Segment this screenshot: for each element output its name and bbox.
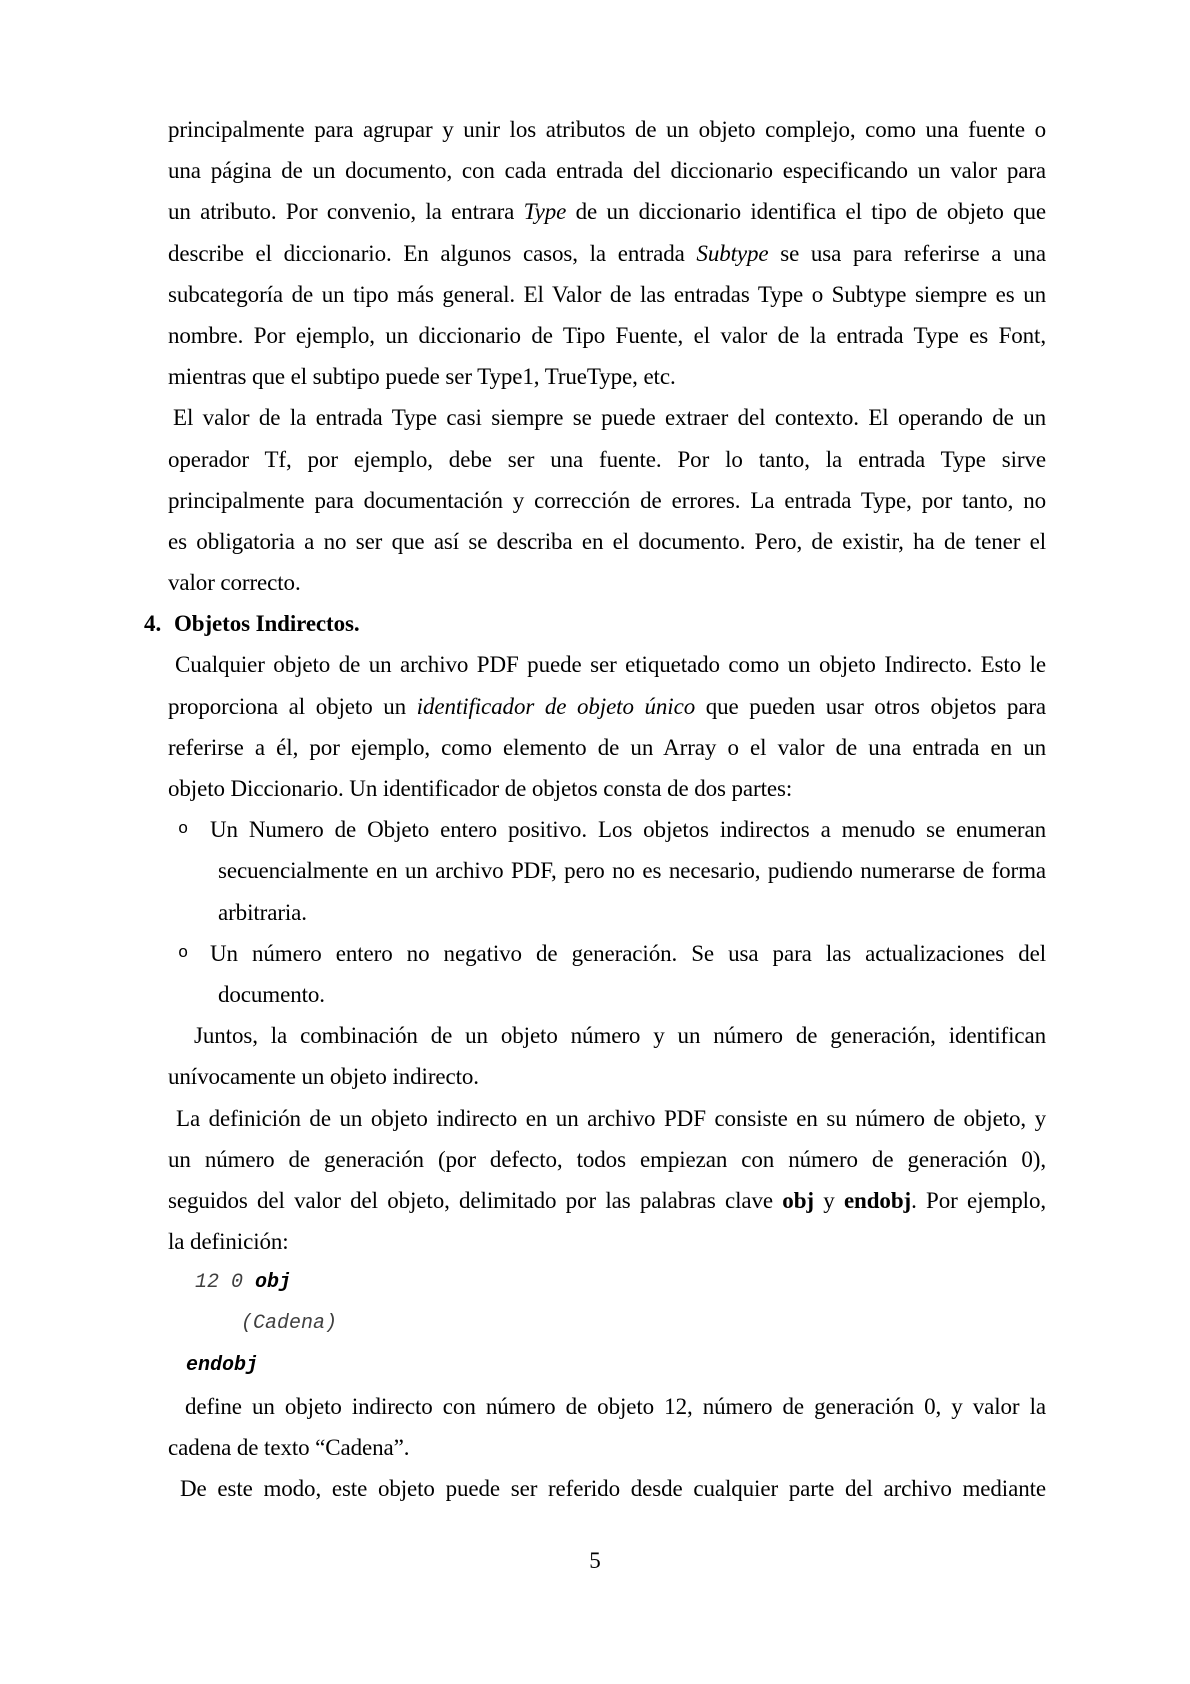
bullet-marker-icon: o — [178, 820, 189, 840]
bullet-marker-icon: o — [178, 943, 189, 963]
text-run: mientras que el subtipo puede ser Type1, TrueType, etc. — [168, 364, 676, 390]
text-run: un atributo. Por convenio, la entrara — [168, 199, 524, 225]
text-run: obj — [255, 1271, 292, 1295]
text-run: es obligatoria a no ser que así se describa en el documento. Pero, de existir, ha de tener el — [168, 528, 1046, 554]
text-line — [168, 1180, 1046, 1221]
text-line — [168, 1056, 1046, 1097]
text-line — [168, 356, 1046, 397]
text-run: seguidos del valor del objeto, delimitado por las palabras clave — [168, 1187, 783, 1213]
text-run: proporciona al objeto un — [168, 693, 417, 719]
text-line — [168, 1262, 1046, 1303]
paragraph — [168, 1386, 1046, 1468]
text-line — [168, 397, 1046, 438]
paragraph — [168, 397, 1046, 603]
text-line — [168, 892, 1046, 933]
text-line — [168, 644, 1046, 685]
paragraph — [168, 1015, 1046, 1097]
text-run: cadena de texto “Cadena”. — [168, 1435, 410, 1460]
text-run: endobj — [843, 1187, 912, 1213]
text-run: y — [813, 1187, 844, 1213]
paragraph — [168, 109, 1046, 397]
text-run: identificador de objeto único — [416, 693, 696, 719]
text-run: que pueden usar otros objetos para — [695, 693, 1046, 719]
text-run: Un número entero no negativo de generación. Se usa para las actualizaciones del — [210, 940, 1046, 966]
text-line — [168, 191, 1046, 232]
text-line — [168, 768, 1046, 809]
text-run: . Por ejemplo, — [911, 1187, 1047, 1213]
text-run: documento. — [218, 981, 325, 1007]
text-run: la definición: — [168, 1229, 289, 1255]
text-line — [168, 521, 1046, 562]
text-run: define un objeto indirecto con número de objeto 12, número de generación 0, y valor la — [185, 1393, 1046, 1419]
text-run: nombre. Por ejemplo, un diccionario de Tipo Fuente, el valor de la entrada Type es Font, — [168, 322, 1046, 348]
text-run: Objetos Indirectos. — [174, 611, 360, 637]
text-line — [168, 480, 1046, 521]
text-run: una página de un documento, con cada entrada del diccionario especificando un valor para — [168, 158, 1046, 184]
text-run: principalmente para agrupar y unir los atributos de un objeto complejo, como una fuente o — [168, 117, 1046, 142]
bullet-item — [168, 933, 1046, 1015]
page-number: 5 — [589, 1548, 601, 1573]
text-line — [168, 603, 1046, 644]
bullet-item — [168, 809, 1046, 933]
text-line — [168, 1221, 1046, 1262]
text-line — [168, 150, 1046, 191]
text-line — [168, 439, 1046, 480]
paragraph — [168, 1468, 1046, 1509]
text-run: secuencialmente en un archivo PDF, pero no es necesario, pudiendo numerarse de forma — [218, 858, 1046, 884]
text-run: se usa para referirse a una — [768, 240, 1046, 266]
text-line — [168, 233, 1046, 274]
text-run: describe el diccionario. En algunos casos, la entrada — [168, 240, 697, 266]
text-run: De este modo, este objeto puede ser referido desde cualquier parte del archivo mediante — [180, 1476, 1046, 1502]
text-line — [168, 974, 1046, 1015]
text-line — [168, 562, 1046, 603]
text-line — [168, 1468, 1046, 1509]
text-run: Juntos, la combinación de un objeto número y un número de generación, identifican — [194, 1023, 1046, 1049]
text-run: unívocamente un objeto indirecto. — [168, 1064, 479, 1090]
text-line — [168, 686, 1046, 727]
text-run: (Cadena) — [241, 1312, 338, 1336]
text-line — [168, 1139, 1046, 1180]
text-run: valor correcto. — [168, 570, 301, 596]
text-run: Un Numero de Objeto entero positivo. Los objetos indirectos a menudo se enumeran — [210, 817, 1046, 843]
text-run: Type — [523, 199, 567, 225]
text-line — [168, 109, 1046, 150]
text-run: un número de generación (por defecto, todos empiezan con número de generación 0), — [168, 1146, 1046, 1172]
text-run: de un diccionario identifica el tipo de objeto que — [566, 199, 1046, 225]
text-line — [168, 1427, 1046, 1468]
text-run: objeto Diccionario. Un identificador de objetos consta de dos partes: — [168, 776, 793, 801]
text-run: El valor de la entrada Type casi siempre se puede extraer del contexto. El operando de un — [173, 405, 1046, 431]
text-line — [168, 1386, 1046, 1427]
text-line — [168, 1098, 1046, 1139]
text-run: La definición de un objeto indirecto en un archivo PDF consiste en su número de objeto, y — [176, 1105, 1046, 1131]
text-run: arbitraria. — [218, 899, 307, 925]
section-heading — [144, 603, 1046, 644]
text-run: Subtype — [696, 240, 769, 266]
text-line — [168, 1015, 1046, 1056]
code-block — [168, 1262, 1046, 1386]
text-run: principalmente para documentación y corrección de errores. La entrada Type, por tanto, no — [168, 487, 1046, 513]
text-line — [168, 850, 1046, 891]
text-run: operador Tf, por ejemplo, debe ser una fuente. Por lo tanto, la entrada Type sirve — [168, 446, 1046, 472]
paragraph — [168, 1098, 1046, 1263]
text-run: subcategoría de un tipo más general. El Valor de las entradas Type o Subtype siempre es un — [168, 281, 1046, 307]
text-line — [168, 315, 1046, 356]
text-line — [168, 727, 1046, 768]
text-line — [168, 1303, 1046, 1344]
document-body — [144, 109, 1047, 1509]
text-run: endobj — [186, 1353, 259, 1377]
text-run: referirse a él, por ejemplo, como elemento de un Array o el valor de una entrada en un — [168, 734, 1046, 760]
text-line — [168, 809, 1046, 850]
text-line — [168, 274, 1046, 315]
text-run: Cualquier objeto de un archivo PDF puede ser etiquetado como un objeto Indirecto. Esto le — [175, 652, 1046, 678]
paragraph — [168, 644, 1046, 809]
list-number: 4. — [144, 611, 162, 637]
text-line — [168, 1345, 1046, 1386]
text-run: 12 0 — [195, 1271, 256, 1295]
text-run: obj — [782, 1187, 814, 1213]
text-line — [168, 933, 1046, 974]
